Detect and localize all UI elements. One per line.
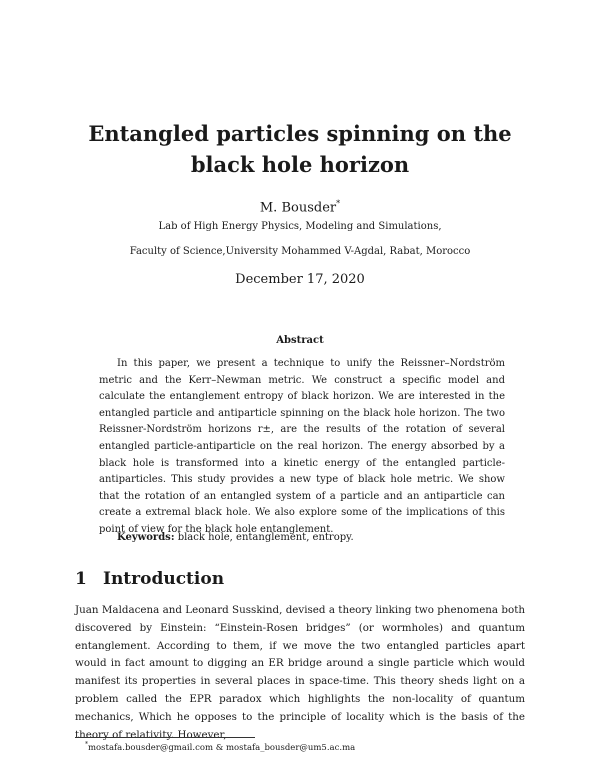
footnote: [85, 741, 355, 753]
abstract-text: In this paper, we present a technique to unify the Reissner–Nordström metric and the Kerr–Newman metric. We construct a specific model and calculate the entanglement entropy of black horizon. We are interested in the entangled particle and antiparticle spinning on the black hole horizon. The two Reissner-Nordström horizons r±, are the results of the rotation of several entangled particle-antiparticle on the real horizon. The energy absorbed by a black hole is transformed into a kinetic energy of the entangled particle-antiparticles. This study provides a new type of black hole metric. We show that the rotation of an entangled system of a particle and an antiparticle can create a extremal black hole. We also explore some of the implications of this point of view for the black hole entanglement.: [99, 358, 505, 535]
keywords-value: black hole, entanglement, entropy.: [177, 532, 354, 543]
introduction-text: Juan Maldacena and Leonard Susskind, devised a theory linking two phenomena both discovered by Einstein: “Einstein-Rosen bridges” (or wormholes) and quantum entanglement. According to them, if we move the two entangled particles apart would in fact amount to digging an ER bridge around a single particle which would manifest its properties in several places in space-time. This theory sheds light on a problem called the EPR paradox which highlights the non-locality of quantum mechanics, Which he opposes to the principle of locality which is the basis of the theory of relativity. However,: [75, 604, 525, 741]
footnote-email: mostafa.bousder@gmail.com & mostafa_bousder@um5.ac.ma: [88, 742, 356, 753]
footnote-rule: [75, 737, 255, 738]
paper-title: Entangled particles spinning on the black hole horizon: [88, 121, 512, 177]
keywords-label: Keywords:: [117, 532, 175, 543]
footnote-mark: *: [85, 741, 88, 748]
keywords-line: [117, 532, 497, 543]
abstract-heading: Abstract: [276, 335, 324, 346]
paper-date: December 17, 2020: [235, 272, 365, 287]
affiliation-line-2: Faculty of Science,University Mohammed V-Agdal, Rabat, Morocco: [129, 246, 471, 257]
section-number: 1: [75, 569, 87, 589]
affiliation-line-1: Lab of High Energy Physics, Modeling and Simulations,: [158, 221, 442, 232]
section-heading: [75, 569, 224, 589]
author-name-text: M. Bousder: [259, 200, 337, 216]
author-footnote-mark: *: [336, 199, 341, 208]
author-name: [0, 199, 600, 215]
section-title: Introduction: [103, 569, 225, 589]
